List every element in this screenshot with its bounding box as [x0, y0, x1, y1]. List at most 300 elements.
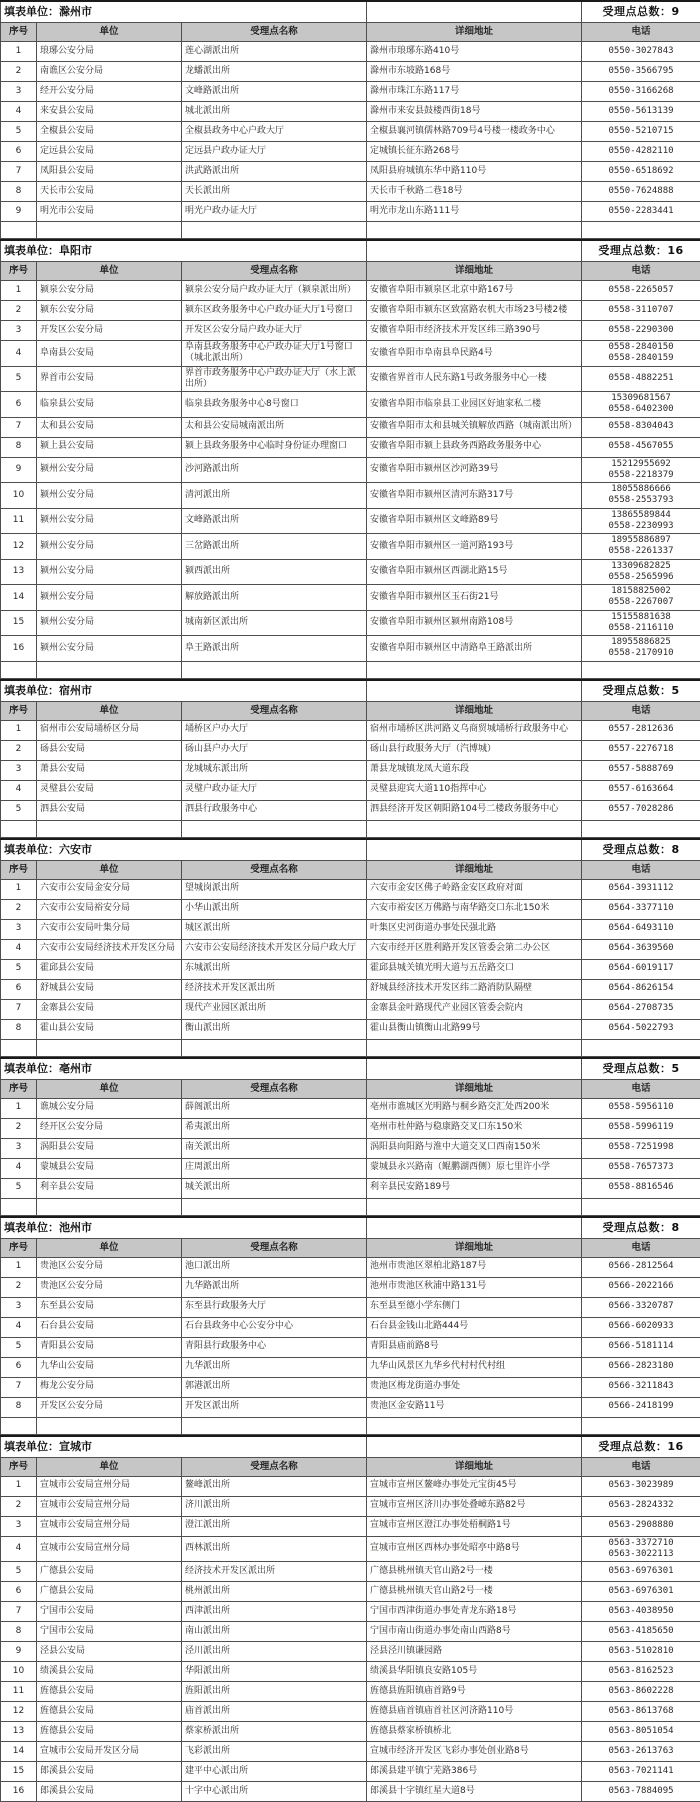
phone-number: 0564-8626154	[585, 983, 697, 994]
cell-phone	[582, 1377, 700, 1397]
cell-address: 安徽省阜阳市颍泉区北京中路167号	[367, 281, 582, 301]
phone-number: 15309681567	[585, 393, 697, 404]
cell-acceptance-point-name: 南关派出所	[182, 1138, 367, 1158]
cell-serial-number: 14	[1, 585, 37, 611]
cell-unit: 界首市公安局	[37, 366, 182, 392]
spacer-cell	[182, 1417, 367, 1434]
cell-unit: 临泉县公安局	[37, 392, 182, 418]
cell-acceptance-point-name: 阜南县政务服务中心户政办证大厅1号窗口（城北派出所）	[182, 341, 367, 367]
cell-phone	[582, 1762, 700, 1782]
cell-serial-number: 5	[1, 122, 37, 142]
table-row	[1, 102, 700, 122]
cell-phone	[582, 1742, 700, 1762]
phone-number: 0563-3022113	[585, 1549, 697, 1560]
table-row	[1, 508, 700, 534]
cell-acceptance-point-name: 解放路派出所	[182, 585, 367, 611]
section-header-spacer	[367, 839, 582, 861]
section-total: 受理点总数：16	[582, 240, 700, 262]
phone-number: 15212955692	[585, 459, 697, 470]
column-header: 单位	[37, 1079, 182, 1098]
spacer-cell	[37, 820, 182, 837]
section-header-spacer	[367, 680, 582, 702]
spacer-row	[1, 1198, 700, 1215]
cell-address: 宣城市宣州区澄江办事处梧桐路1号	[367, 1516, 582, 1536]
column-header: 单位	[37, 701, 182, 720]
cell-serial-number: 7	[1, 417, 37, 437]
cell-serial-number: 4	[1, 102, 37, 122]
cell-address: 宣城市经济开发区飞彩办事处创业路8号	[367, 1742, 582, 1762]
phone-number: 0563-8613768	[585, 1706, 697, 1717]
cell-serial-number: 3	[1, 1516, 37, 1536]
phone-number: 0558-2290300	[585, 325, 697, 336]
cell-address: 六安市经开区胜利路开发区管委会第二办公区	[367, 939, 582, 959]
cell-unit: 开发区公安分局	[37, 1397, 182, 1417]
cell-serial-number: 6	[1, 979, 37, 999]
cell-unit: 旌德县公安局	[37, 1682, 182, 1702]
phone-number: 0563-6976301	[585, 1586, 697, 1597]
cell-serial-number: 13	[1, 1722, 37, 1742]
phone-number: 0564-6019117	[585, 963, 697, 974]
cell-serial-number: 4	[1, 939, 37, 959]
cell-address: 郎溪县建平镇宁芜路386号	[367, 1762, 582, 1782]
section-table	[0, 838, 700, 1057]
column-header-row	[1, 262, 700, 281]
section-header-row	[1, 680, 700, 702]
spacer-cell	[37, 1417, 182, 1434]
cell-phone	[582, 1682, 700, 1702]
phone-number: 0558-2265057	[585, 285, 697, 296]
cell-address: 广德县桃州镇天官山路2号一楼	[367, 1582, 582, 1602]
cell-acceptance-point-name: 埇桥区户办大厅	[182, 720, 367, 740]
spacer-cell	[37, 1198, 182, 1215]
cell-unit: 颍州公安分局	[37, 534, 182, 560]
table-row	[1, 534, 700, 560]
phone-number: 0558-2840159	[585, 353, 697, 364]
phone-number: 0557-2276718	[585, 744, 697, 755]
cell-address: 明光市龙山东路111号	[367, 202, 582, 222]
cell-address: 蒙城县永兴路南（鲲鹏湖西侧）原七里许小学	[367, 1158, 582, 1178]
cell-phone	[582, 1702, 700, 1722]
table-row	[1, 740, 700, 760]
cell-unit: 宿州市公安局埇桥区分局	[37, 720, 182, 740]
cell-phone	[582, 483, 700, 509]
cell-unit: 广德县公安局	[37, 1582, 182, 1602]
phone-number: 0550-5613139	[585, 106, 697, 117]
cell-unit: 来安县公安局	[37, 102, 182, 122]
column-header: 详细地址	[367, 262, 582, 281]
table-row	[1, 1178, 700, 1198]
cell-serial-number: 6	[1, 1357, 37, 1377]
cell-phone	[582, 1536, 700, 1562]
cell-address: 安徽省阜阳市颍州区沙河路39号	[367, 457, 582, 483]
phone-number: 0557-7028286	[585, 804, 697, 815]
cell-address: 安徽省阜阳市颍州区西湖北路15号	[367, 559, 582, 585]
cell-acceptance-point-name: 全椒县政务中心户政大厅	[182, 122, 367, 142]
cell-serial-number: 3	[1, 919, 37, 939]
cell-acceptance-point-name: 龙蟠派出所	[182, 62, 367, 82]
cell-address: 旌德县蔡家桥镇桥北	[367, 1722, 582, 1742]
cell-serial-number: 7	[1, 1377, 37, 1397]
cell-acceptance-point-name: 文峰路派出所	[182, 508, 367, 534]
cell-serial-number: 6	[1, 1582, 37, 1602]
cell-unit: 颍州公安分局	[37, 457, 182, 483]
table-row	[1, 1118, 700, 1138]
phone-number: 0558-2261337	[585, 546, 697, 557]
table-row	[1, 1582, 700, 1602]
table-row	[1, 1138, 700, 1158]
table-row	[1, 301, 700, 321]
section-header-row	[1, 1058, 700, 1080]
cell-acceptance-point-name: 希夷派出所	[182, 1118, 367, 1138]
cell-unit: 颍州公安分局	[37, 636, 182, 662]
cell-phone	[582, 919, 700, 939]
section-header-spacer	[367, 240, 582, 262]
cell-address: 安徽省阜阳市阜南县阜民路4号	[367, 341, 582, 367]
cell-phone	[582, 585, 700, 611]
cell-phone	[582, 899, 700, 919]
phone-number: 0563-3023989	[585, 1480, 697, 1491]
table-row	[1, 1622, 700, 1642]
section-header-row	[1, 1436, 700, 1458]
cell-acceptance-point-name: 庄周派出所	[182, 1158, 367, 1178]
cell-serial-number: 1	[1, 1098, 37, 1118]
column-header: 详细地址	[367, 701, 582, 720]
cell-unit: 颍州公安分局	[37, 508, 182, 534]
cell-address: 贵池区梅龙街道办事处	[367, 1377, 582, 1397]
cell-phone	[582, 939, 700, 959]
section-header-row	[1, 1, 700, 23]
cell-phone	[582, 122, 700, 142]
cell-address: 安徽省阜阳市颍州区玉石街21号	[367, 585, 582, 611]
cell-acceptance-point-name: 东城派出所	[182, 959, 367, 979]
table-row	[1, 392, 700, 418]
cell-acceptance-point-name: 三岔路派出所	[182, 534, 367, 560]
cell-acceptance-point-name: 城南新区派出所	[182, 610, 367, 636]
cell-phone	[582, 1602, 700, 1622]
section-header-spacer	[367, 1058, 582, 1080]
table-row	[1, 720, 700, 740]
column-header: 单位	[37, 860, 182, 879]
phone-number: 0558-8816546	[585, 1182, 697, 1193]
cell-address: 凤阳县府城镇东华中路110号	[367, 162, 582, 182]
cell-address: 亳州市谯城区光明路与桐乡路交汇处西200米	[367, 1098, 582, 1118]
cell-serial-number: 5	[1, 1178, 37, 1198]
cell-acceptance-point-name: 东至县行政服务大厅	[182, 1297, 367, 1317]
cell-phone	[582, 1642, 700, 1662]
spacer-row	[1, 1039, 700, 1056]
cell-unit: 颍州公安分局	[37, 585, 182, 611]
cell-serial-number: 3	[1, 321, 37, 341]
phone-number: 0557-6163664	[585, 784, 697, 795]
spacer-row	[1, 222, 700, 239]
table-row	[1, 457, 700, 483]
cell-serial-number: 2	[1, 899, 37, 919]
cell-unit: 宣城市公安局宣州分局	[37, 1476, 182, 1496]
phone-number: 0563-4185650	[585, 1626, 697, 1637]
cell-unit: 宣城市公安局开发区分局	[37, 1742, 182, 1762]
spacer-cell	[367, 1198, 582, 1215]
column-header: 单位	[37, 1457, 182, 1476]
cell-phone	[582, 42, 700, 62]
table-row	[1, 959, 700, 979]
cell-serial-number: 6	[1, 392, 37, 418]
cell-serial-number: 5	[1, 800, 37, 820]
section-total: 受理点总数：8	[582, 839, 700, 861]
spacer-cell	[367, 661, 582, 678]
spacer-cell	[582, 1417, 700, 1434]
cell-acceptance-point-name: 灵璧户政办证大厅	[182, 780, 367, 800]
cell-unit: 砀县公安局	[37, 740, 182, 760]
cell-phone	[582, 1277, 700, 1297]
spacer-cell	[367, 1417, 582, 1434]
cell-address: 安徽省阜阳市颍州区颍州南路108号	[367, 610, 582, 636]
section-header-row	[1, 240, 700, 262]
phone-number: 0566-2022166	[585, 1281, 697, 1292]
cell-serial-number: 3	[1, 760, 37, 780]
section-table	[0, 1435, 700, 1802]
section-title: 填表单位：宣城市	[1, 1436, 367, 1458]
cell-unit: 郎溪县公安局	[37, 1762, 182, 1782]
cell-unit: 颍州公安分局	[37, 483, 182, 509]
cell-phone	[582, 417, 700, 437]
cell-address: 贵池区金安路11号	[367, 1397, 582, 1417]
cell-address: 六安市金安区佛子岭路金安区政府对面	[367, 879, 582, 899]
cell-address: 萧县龙城镇龙凤大道东段	[367, 760, 582, 780]
spacer-cell	[182, 222, 367, 239]
cell-acceptance-point-name: 澄江派出所	[182, 1516, 367, 1536]
phone-number: 0550-3027843	[585, 46, 697, 57]
column-header: 电话	[582, 1457, 700, 1476]
cell-unit: 利辛县公安局	[37, 1178, 182, 1198]
cell-serial-number: 2	[1, 62, 37, 82]
cell-acceptance-point-name: 阜王路派出所	[182, 636, 367, 662]
cell-address: 旌德县旌阳镇庙首路9号	[367, 1682, 582, 1702]
phone-number: 0563-4038950	[585, 1606, 697, 1617]
cell-phone	[582, 1337, 700, 1357]
cell-unit: 颍东公安分局	[37, 301, 182, 321]
cell-serial-number: 11	[1, 508, 37, 534]
cell-acceptance-point-name: 西林派出所	[182, 1536, 367, 1562]
phone-number: 0564-3639560	[585, 943, 697, 954]
phone-number: 18055886666	[585, 484, 697, 495]
phone-number: 0558-6402300	[585, 404, 697, 415]
phone-number: 0563-8162523	[585, 1666, 697, 1677]
cell-phone	[582, 202, 700, 222]
cell-unit: 颍州公安分局	[37, 610, 182, 636]
cell-phone	[582, 720, 700, 740]
cell-phone	[582, 979, 700, 999]
cell-phone	[582, 301, 700, 321]
table-row	[1, 760, 700, 780]
cell-phone	[582, 1516, 700, 1536]
cell-address: 泾县泾川镇谦园路	[367, 1642, 582, 1662]
cell-acceptance-point-name: 华阳派出所	[182, 1662, 367, 1682]
cell-phone	[582, 1562, 700, 1582]
cell-acceptance-point-name: 九华路派出所	[182, 1277, 367, 1297]
cell-acceptance-point-name: 颍泉公安分局户政办证大厅（颍泉派出所）	[182, 281, 367, 301]
phone-number: 18955886897	[585, 535, 697, 546]
section-table	[0, 679, 700, 838]
cell-acceptance-point-name: 明光户政办证大厅	[182, 202, 367, 222]
table-row	[1, 1782, 700, 1802]
cell-address: 东至县至德小学东侧门	[367, 1297, 582, 1317]
cell-phone	[582, 1178, 700, 1198]
cell-address: 宁国市西津街道办事处青龙东路18号	[367, 1602, 582, 1622]
cell-serial-number: 7	[1, 162, 37, 182]
cell-acceptance-point-name: 城关派出所	[182, 1178, 367, 1198]
table-row	[1, 979, 700, 999]
phone-number: 0550-3166268	[585, 86, 697, 97]
table-row	[1, 42, 700, 62]
cell-serial-number: 8	[1, 1622, 37, 1642]
cell-acceptance-point-name: 清河派出所	[182, 483, 367, 509]
cell-acceptance-point-name: 太和县公安局城南派出所	[182, 417, 367, 437]
table-row	[1, 1722, 700, 1742]
cell-serial-number: 9	[1, 1642, 37, 1662]
phone-number: 0563-8602228	[585, 1686, 697, 1697]
cell-unit: 宁国市公安局	[37, 1602, 182, 1622]
cell-address: 安徽省阜阳市颍东区致富路农机大市场23号楼2楼	[367, 301, 582, 321]
spacer-cell	[367, 1039, 582, 1056]
cell-serial-number: 8	[1, 437, 37, 457]
cell-unit: 九华山公安局	[37, 1357, 182, 1377]
table-row	[1, 281, 700, 301]
spacer-cell	[367, 820, 582, 837]
cell-unit: 琅琊公安分局	[37, 42, 182, 62]
cell-address: 广德县桃州镇天官山路2号一楼	[367, 1562, 582, 1582]
cell-phone	[582, 959, 700, 979]
spacer-cell	[182, 820, 367, 837]
phone-number: 0566-2823180	[585, 1361, 697, 1372]
phone-number: 0558-2553793	[585, 495, 697, 506]
cell-serial-number: 4	[1, 1317, 37, 1337]
cell-acceptance-point-name: 开发区公安分局户政办证大厅	[182, 321, 367, 341]
table-row	[1, 82, 700, 102]
cell-acceptance-point-name: 洪武路派出所	[182, 162, 367, 182]
cell-unit: 全椒县公安局	[37, 122, 182, 142]
cell-serial-number: 16	[1, 1782, 37, 1802]
column-header: 序号	[1, 1079, 37, 1098]
cell-phone	[582, 534, 700, 560]
section-title: 填表单位：池州市	[1, 1217, 367, 1239]
cell-phone	[582, 1257, 700, 1277]
table-row	[1, 1377, 700, 1397]
cell-serial-number: 1	[1, 42, 37, 62]
cell-acceptance-point-name: 泗县行政服务中心	[182, 800, 367, 820]
table-row	[1, 800, 700, 820]
cell-unit: 宣城市公安局宣州分局	[37, 1496, 182, 1516]
table-row	[1, 1516, 700, 1536]
section-title: 填表单位：六安市	[1, 839, 367, 861]
cell-unit: 舒城县公安局	[37, 979, 182, 999]
section-header-spacer	[367, 1217, 582, 1239]
cell-acceptance-point-name: 薛阁派出所	[182, 1098, 367, 1118]
table-row	[1, 341, 700, 367]
table-row	[1, 321, 700, 341]
cell-serial-number: 1	[1, 281, 37, 301]
section-total: 受理点总数：16	[582, 1436, 700, 1458]
cell-address: 霍邱县城关镇光明大道与五岳路交口	[367, 959, 582, 979]
cell-address: 池州市贵池区秋浦中路131号	[367, 1277, 582, 1297]
cell-address: 石台县金钱山北路444号	[367, 1317, 582, 1337]
cell-acceptance-point-name: 砀山县户办大厅	[182, 740, 367, 760]
table-row	[1, 1098, 700, 1118]
table-row	[1, 780, 700, 800]
cell-unit: 六安市公安局经济技术开发区分局	[37, 939, 182, 959]
phone-number: 0550-6518692	[585, 166, 697, 177]
cell-acceptance-point-name: 天长派出所	[182, 182, 367, 202]
phone-number: 0550-4282110	[585, 146, 697, 157]
spacer-cell	[582, 222, 700, 239]
table-row	[1, 559, 700, 585]
cell-phone	[582, 1357, 700, 1377]
cell-phone	[582, 740, 700, 760]
cell-serial-number: 9	[1, 202, 37, 222]
column-header: 电话	[582, 23, 700, 42]
phone-number: 0557-5888769	[585, 764, 697, 775]
column-header: 序号	[1, 1457, 37, 1476]
phone-number: 0566-3320787	[585, 1301, 697, 1312]
cell-phone	[582, 102, 700, 122]
cell-unit: 蒙城县公安局	[37, 1158, 182, 1178]
phone-number: 18158825002	[585, 586, 697, 597]
phone-number: 0558-2840150	[585, 342, 697, 353]
section-total: 受理点总数：5	[582, 680, 700, 702]
table-row	[1, 1317, 700, 1337]
cell-acceptance-point-name: 龙城城东派出所	[182, 760, 367, 780]
cell-serial-number: 5	[1, 1337, 37, 1357]
cell-serial-number: 5	[1, 366, 37, 392]
cell-acceptance-point-name: 鳌峰派出所	[182, 1476, 367, 1496]
column-header: 电话	[582, 1079, 700, 1098]
cell-phone	[582, 1098, 700, 1118]
cell-phone	[582, 1158, 700, 1178]
cell-address: 定城镇长征东路268号	[367, 142, 582, 162]
cell-acceptance-point-name: 颍上县政务服务中心临时身份证办理窗口	[182, 437, 367, 457]
table-row	[1, 899, 700, 919]
cell-serial-number: 8	[1, 1397, 37, 1417]
cell-serial-number: 4	[1, 341, 37, 367]
table-row	[1, 182, 700, 202]
cell-phone	[582, 1582, 700, 1602]
cell-unit: 定远县公安局	[37, 142, 182, 162]
cell-serial-number: 4	[1, 780, 37, 800]
spacer-cell	[37, 222, 182, 239]
spacer-row	[1, 661, 700, 678]
cell-unit: 灵璧县公安局	[37, 780, 182, 800]
cell-phone	[582, 321, 700, 341]
table-row	[1, 1397, 700, 1417]
cell-phone	[582, 1782, 700, 1802]
cell-serial-number: 6	[1, 142, 37, 162]
cell-address: 泗县经济开发区朝阳路104号二楼政务服务中心	[367, 800, 582, 820]
cell-phone	[582, 62, 700, 82]
spacer-row	[1, 1417, 700, 1434]
cell-unit: 宣城市公安局宣州分局	[37, 1536, 182, 1562]
cell-unit: 明光市公安局	[37, 202, 182, 222]
cell-acceptance-point-name: 界首市政务服务中心户政办证大厅（水上派出所）	[182, 366, 367, 392]
cell-acceptance-point-name: 飞彩派出所	[182, 1742, 367, 1762]
cell-acceptance-point-name: 泾川派出所	[182, 1642, 367, 1662]
column-header: 详细地址	[367, 1079, 582, 1098]
cell-acceptance-point-name: 经济技术开发区派出所	[182, 979, 367, 999]
cell-acceptance-point-name: 庙首派出所	[182, 1702, 367, 1722]
section-header-row	[1, 839, 700, 861]
cell-address: 滁州市琅琊东路410号	[367, 42, 582, 62]
table-row	[1, 1277, 700, 1297]
cell-serial-number: 15	[1, 610, 37, 636]
table-row	[1, 1642, 700, 1662]
